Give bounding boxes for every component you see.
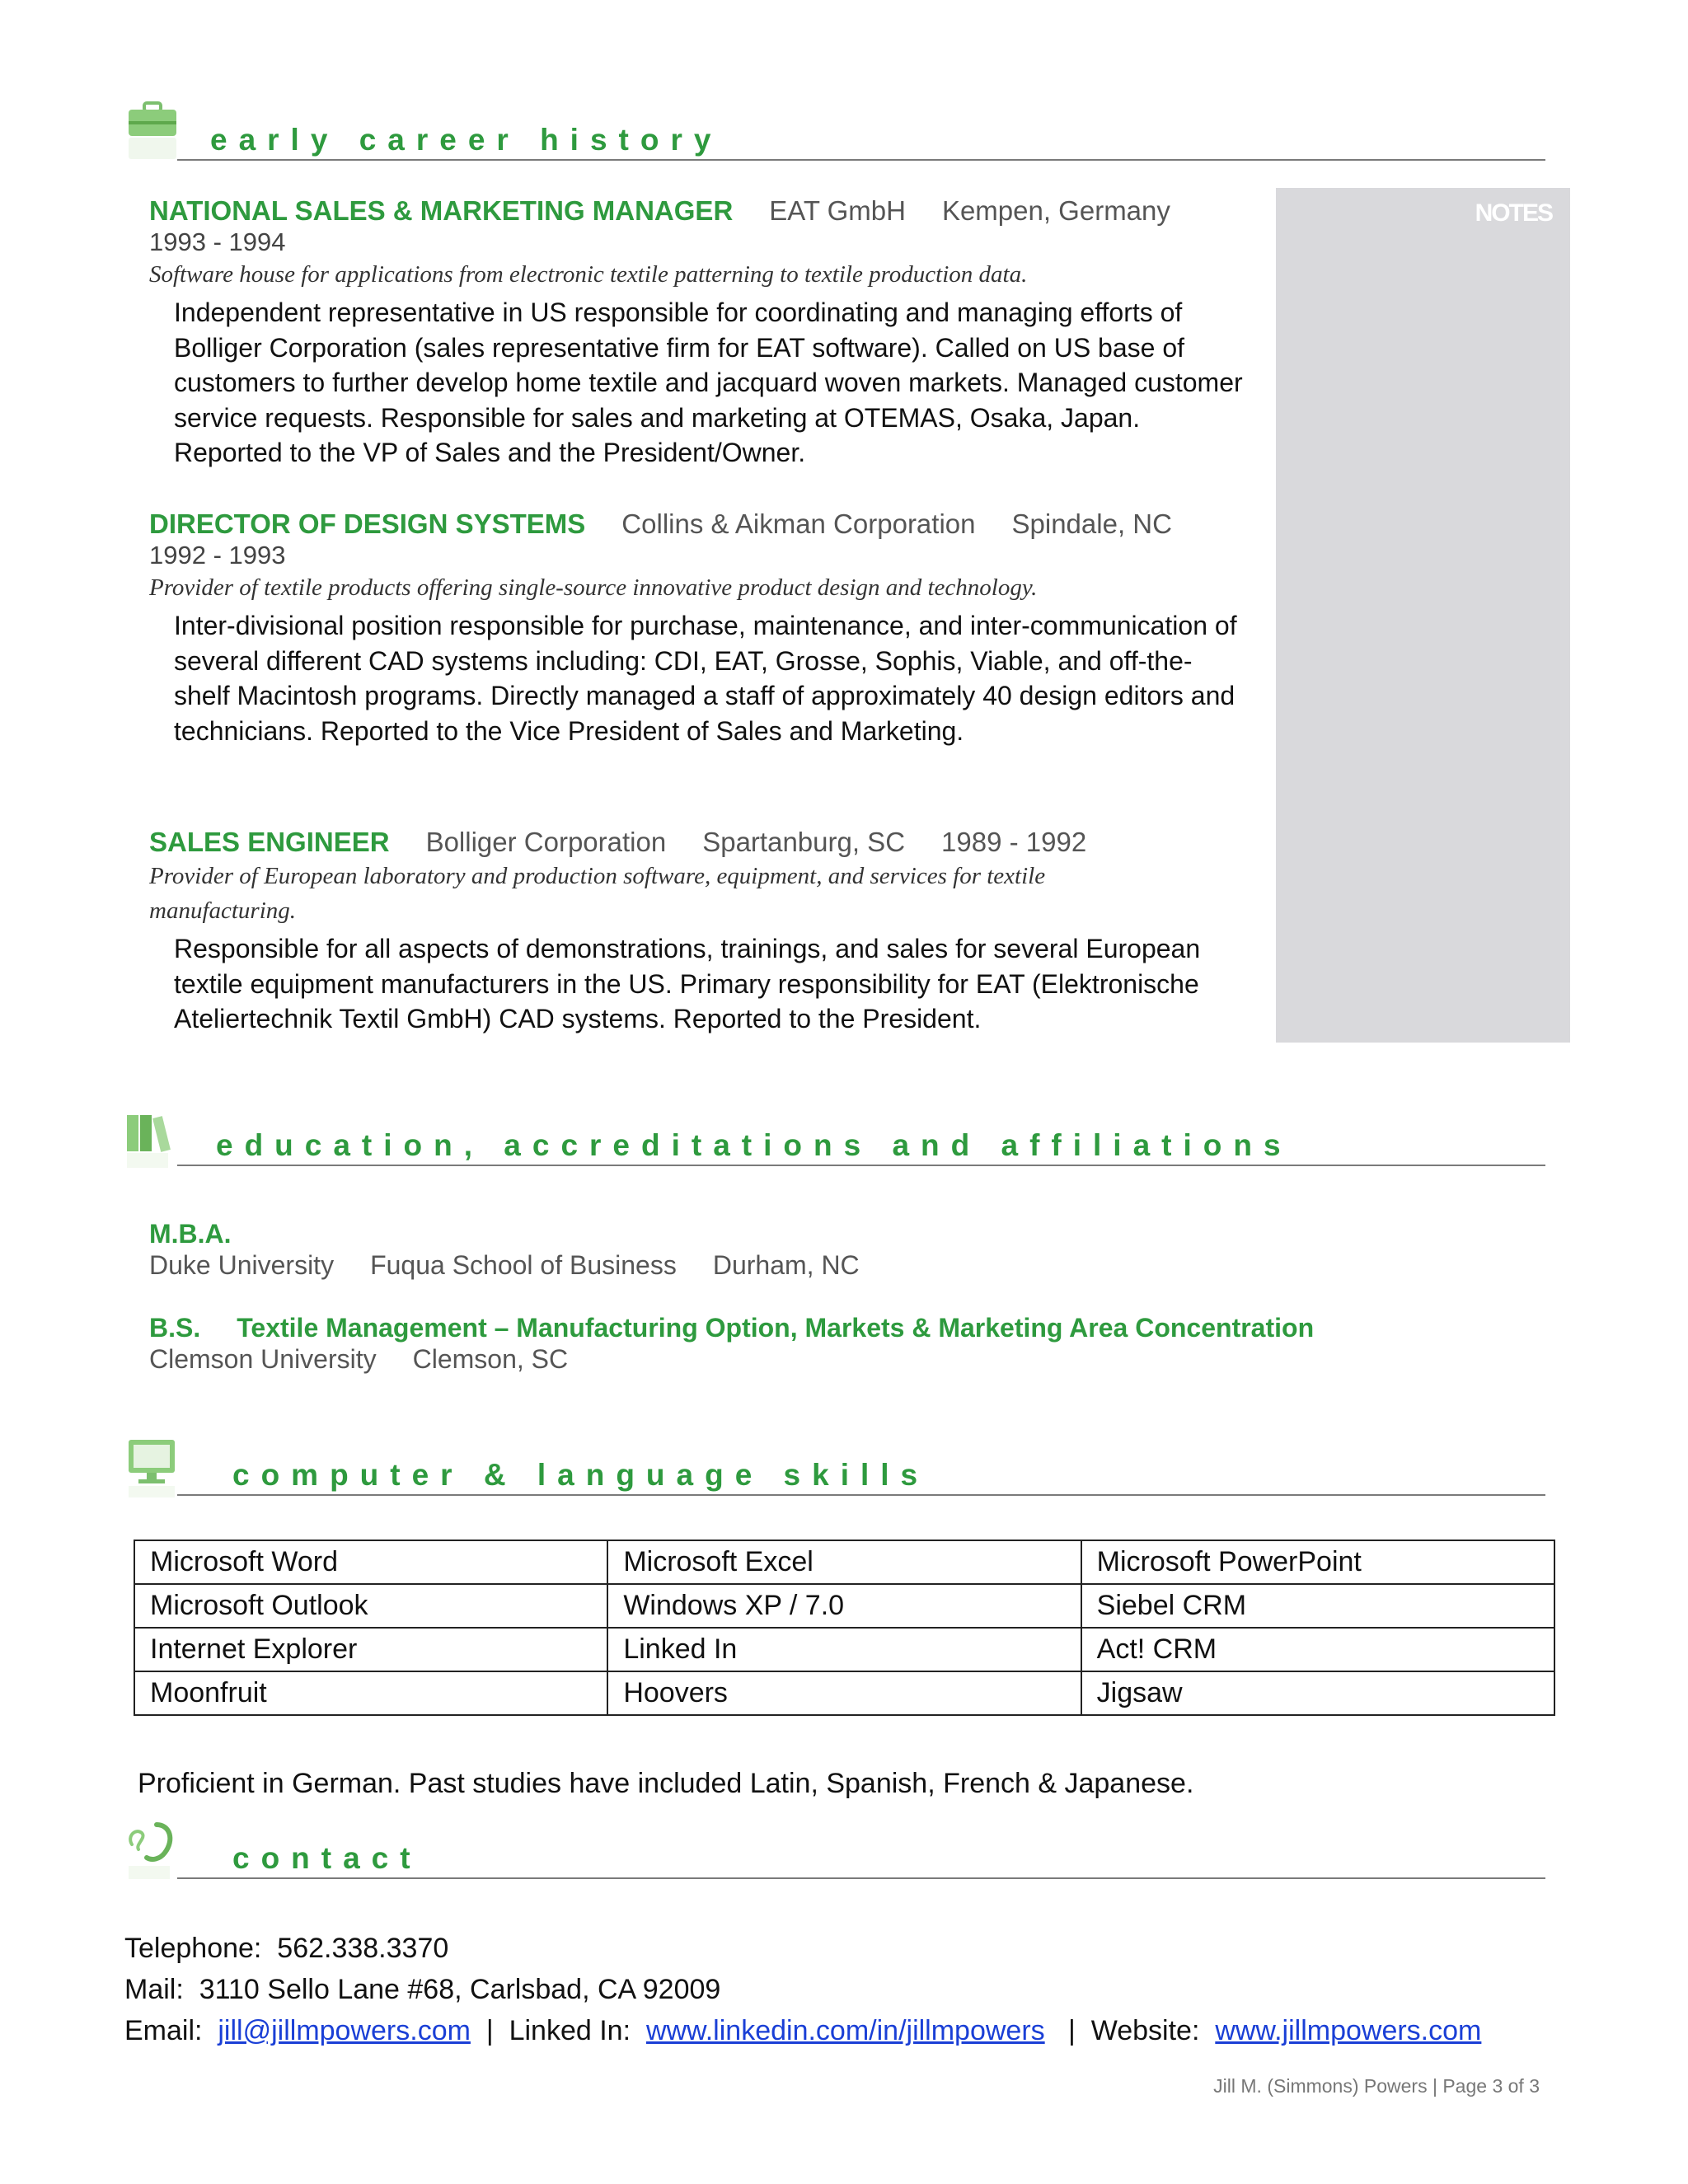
table-cell: Act! CRM xyxy=(1081,1628,1554,1671)
job-description: Software house for applications from electronic textile patterning to textile production data. xyxy=(149,261,1028,288)
job-title: DIRECTOR OF DESIGN SYSTEMS xyxy=(149,509,586,539)
education-details xyxy=(149,1249,860,1281)
table-cell: Internet Explorer xyxy=(134,1628,607,1671)
telephone-value: 562.338.3370 xyxy=(277,1933,449,1964)
table-cell: Windows XP / 7.0 xyxy=(607,1584,1081,1628)
linkedin-label: Linked In: xyxy=(509,2015,631,2046)
section-header-education xyxy=(124,1108,1545,1166)
table-row xyxy=(134,1628,1554,1671)
degree-line xyxy=(149,1312,1314,1343)
job-description: Provider of European laboratory and production software, equipment, and services for textile manufacturing. xyxy=(149,863,1046,924)
section-title: education, accreditations and affiliations xyxy=(216,1128,1292,1162)
degree: M.B.A. xyxy=(149,1219,232,1249)
separator: | xyxy=(1068,2015,1076,2046)
job-years: 1993 - 1994 xyxy=(149,227,286,256)
telephone-label: Telephone: xyxy=(124,1933,262,1964)
table-cell: Hoovers xyxy=(607,1671,1081,1715)
education-entry xyxy=(149,1218,860,1281)
section-header-skills xyxy=(124,1438,1545,1496)
section-rule xyxy=(177,1877,1545,1879)
education-details xyxy=(149,1343,1314,1375)
job-heading xyxy=(149,508,1254,541)
school: Clemson University xyxy=(149,1344,377,1374)
section-title: computer & language skills xyxy=(232,1458,930,1492)
school-location: Durham, NC xyxy=(712,1250,860,1280)
mail-value: 3110 Sello Lane #68, Carlsbad, CA 92009 xyxy=(199,1974,721,2005)
job-body: Independent representative in US responsible for coordinating and managing efforts of Bolliger Corporation (sales representative firm for EAT software). Called on US base of customers to further develop home textile and jacquard woven markets. Managed customer service requests. Responsible for sales and marketing at OTEMAS, Osaka, Japan. Reported to the VP of Sales and the President/Owner. xyxy=(174,298,1243,467)
contact-online xyxy=(124,2015,1481,2047)
table-row xyxy=(134,1671,1554,1715)
school-location: Clemson, SC xyxy=(412,1344,569,1374)
section-title: contact xyxy=(232,1841,422,1875)
briefcase-icon xyxy=(124,101,181,167)
table-cell: Siebel CRM xyxy=(1081,1584,1554,1628)
section-header-early-career xyxy=(124,103,1545,161)
job-body: Responsible for all aspects of demonstrations, trainings, and sales for several European textile equipment manufacturers in the US. Primary responsibility for EAT (Elektronische Ateliertechnik Textil GmbH) CAD systems. Reported to the President. xyxy=(174,934,1201,1033)
website-label: Website: xyxy=(1090,2015,1200,2046)
major: Textile Management – Manufacturing Option, Markets & Marketing Area Concentration xyxy=(237,1313,1315,1343)
table-cell: Linked In xyxy=(607,1628,1081,1671)
table-cell: Jigsaw xyxy=(1081,1671,1554,1715)
job-company: EAT GmbH xyxy=(769,195,906,226)
table-row xyxy=(134,1540,1554,1584)
table-cell: Moonfruit xyxy=(134,1671,607,1715)
notes-panel xyxy=(1276,188,1570,1043)
table-row xyxy=(134,1584,1554,1628)
table-cell: Microsoft Excel xyxy=(607,1540,1081,1584)
table-cell: Microsoft Word xyxy=(134,1540,607,1584)
skills-table xyxy=(134,1540,1555,1716)
mail-label: Mail: xyxy=(124,1974,184,2005)
job-years: 1989 - 1992 xyxy=(941,827,1087,857)
job-company: Bolliger Corporation xyxy=(425,827,667,857)
notes-label: NOTES xyxy=(1475,199,1552,227)
email-label: Email: xyxy=(124,2015,203,2046)
email-link[interactable]: jill@jillmpowers.com xyxy=(218,2015,471,2046)
section-rule xyxy=(177,159,1545,161)
job-entry xyxy=(149,194,1254,471)
job-company: Collins & Aikman Corporation xyxy=(621,509,976,539)
section-title: early career history xyxy=(210,123,723,157)
job-title: NATIONAL SALES & MARKETING MANAGER xyxy=(149,195,734,226)
degree: B.S. xyxy=(149,1313,201,1343)
contact-telephone xyxy=(124,1933,448,1965)
job-location: Spindale, NC xyxy=(1011,509,1172,539)
phone-icon xyxy=(124,1820,181,1886)
job-body: Inter-divisional position responsible for purchase, maintenance, and inter-communication of several different CAD systems including: CDI, EAT, Grosse, Sophis, Viable, and off-the-shelf Macintosh programs. Directly managed a staff of approximately 40 design editors and technicians. Reported to the Vice President of Sales and Marketing. xyxy=(174,611,1237,746)
table-cell: Microsoft Outlook xyxy=(134,1584,607,1628)
job-location: Spartanburg, SC xyxy=(702,827,906,857)
job-entry xyxy=(149,508,1254,748)
section-rule xyxy=(177,1494,1545,1496)
website-link[interactable]: www.jillmpowers.com xyxy=(1215,2015,1482,2046)
job-heading xyxy=(149,194,1254,227)
table-cell: Microsoft PowerPoint xyxy=(1081,1540,1554,1584)
job-years: 1992 - 1993 xyxy=(149,541,286,569)
job-location: Kempen, Germany xyxy=(941,195,1170,226)
section-header-contact xyxy=(124,1821,1545,1879)
page-footer: Jill M. (Simmons) Powers | Page 3 of 3 xyxy=(1213,2075,1540,2097)
job-title: SALES ENGINEER xyxy=(149,827,390,857)
section-rule xyxy=(177,1165,1545,1166)
contact-mail xyxy=(124,1974,720,2006)
books-icon xyxy=(124,1107,181,1173)
education-entry xyxy=(149,1312,1314,1375)
job-heading xyxy=(149,826,1254,859)
school-unit: Fuqua School of Business xyxy=(370,1250,677,1280)
school: Duke University xyxy=(149,1250,335,1280)
language-skills: Proficient in German. Past studies have included Latin, Spanish, French & Japanese. xyxy=(138,1768,1194,1799)
computer-monitor-icon xyxy=(124,1436,181,1502)
separator: | xyxy=(485,2015,494,2046)
job-description: Provider of textile products offering single-source innovative product design and technology. xyxy=(149,574,1038,601)
job-entry xyxy=(149,826,1254,1037)
linkedin-link[interactable]: www.linkedin.com/in/jillmpowers xyxy=(645,2015,1045,2046)
